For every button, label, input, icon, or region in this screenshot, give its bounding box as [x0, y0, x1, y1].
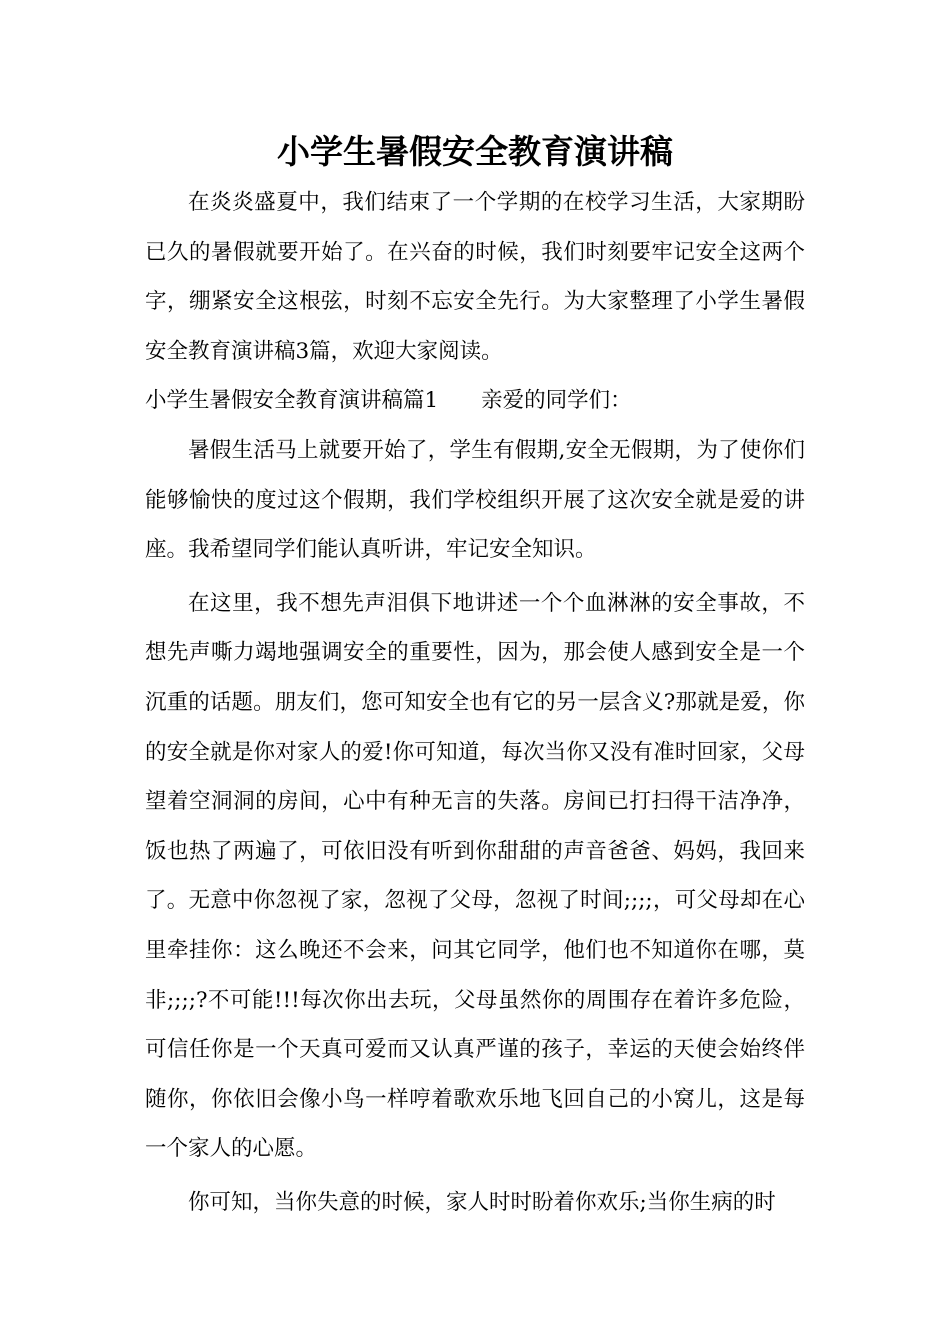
section-heading-line: 小学生暑假安全教育演讲稿篇1 亲爱的同学们：: [145, 388, 632, 414]
intro-paragraph: 在炎炎盛夏中，我们结束了一个学期的在校学习生活，大家期盼已久的暑假就要开始了。在兴奋的时候，我们时刻要牢记安全这两个字，绷紧安全这根弦，时刻不忘安全先行。为大家整理了小学生暑假安全教育演讲稿3篇，欢迎大家阅读。: [145, 190, 805, 364]
document-page: [145, 128, 805, 1227]
document-title: 小学生暑假安全教育演讲稿: [277, 132, 673, 171]
body-paragraph-2: 在这里，我不想先声泪俱下地讲述一个个血淋淋的安全事故，不想先声嘶力竭地强调安全的重要性，因为，那会使人感到安全是一个沉重的话题。朋友们，您可知安全也有它的另一层含义?那就是爱，你的安全就是你对家人的爱!你可知道，每次当你又没有准时回家，父母望着空洞洞的房间，心中有种无言的失落。房间已打扫得干洁净净，饭也热了两遍了，可依旧没有听到你甜甜的声音爸爸、妈妈，我回来了。无意中你忽视了家，忽视了父母，忽视了时间;;;;，可父母却在心里牵挂你：这么晚还不会来，问其它同学，他们也不知道你在哪，莫非;;;;?不可能!!!每次你出去玩，父母虽然你的周围存在着许多危险，可信任你是一个天真可爱而又认真严谨的孩子，幸运的天使会始终伴随你，你依旧会像小鸟一样哼着歌欢乐地飞回自己的小窝儿，这是每一个家人的心愿。: [145, 590, 805, 1162]
body-paragraph-3: 你可知，当你失意的时候，家人时时盼着你欢乐;当你生病的时: [188, 1189, 776, 1215]
body-paragraph-1: 暑假生活马上就要开始了，学生有假期,安全无假期，为了使你们能够愉快的度过这个假期，我们学校组织开展了这次安全就是爱的讲座。我希望同学们能认真听讲，牢记安全知识。: [145, 437, 805, 563]
